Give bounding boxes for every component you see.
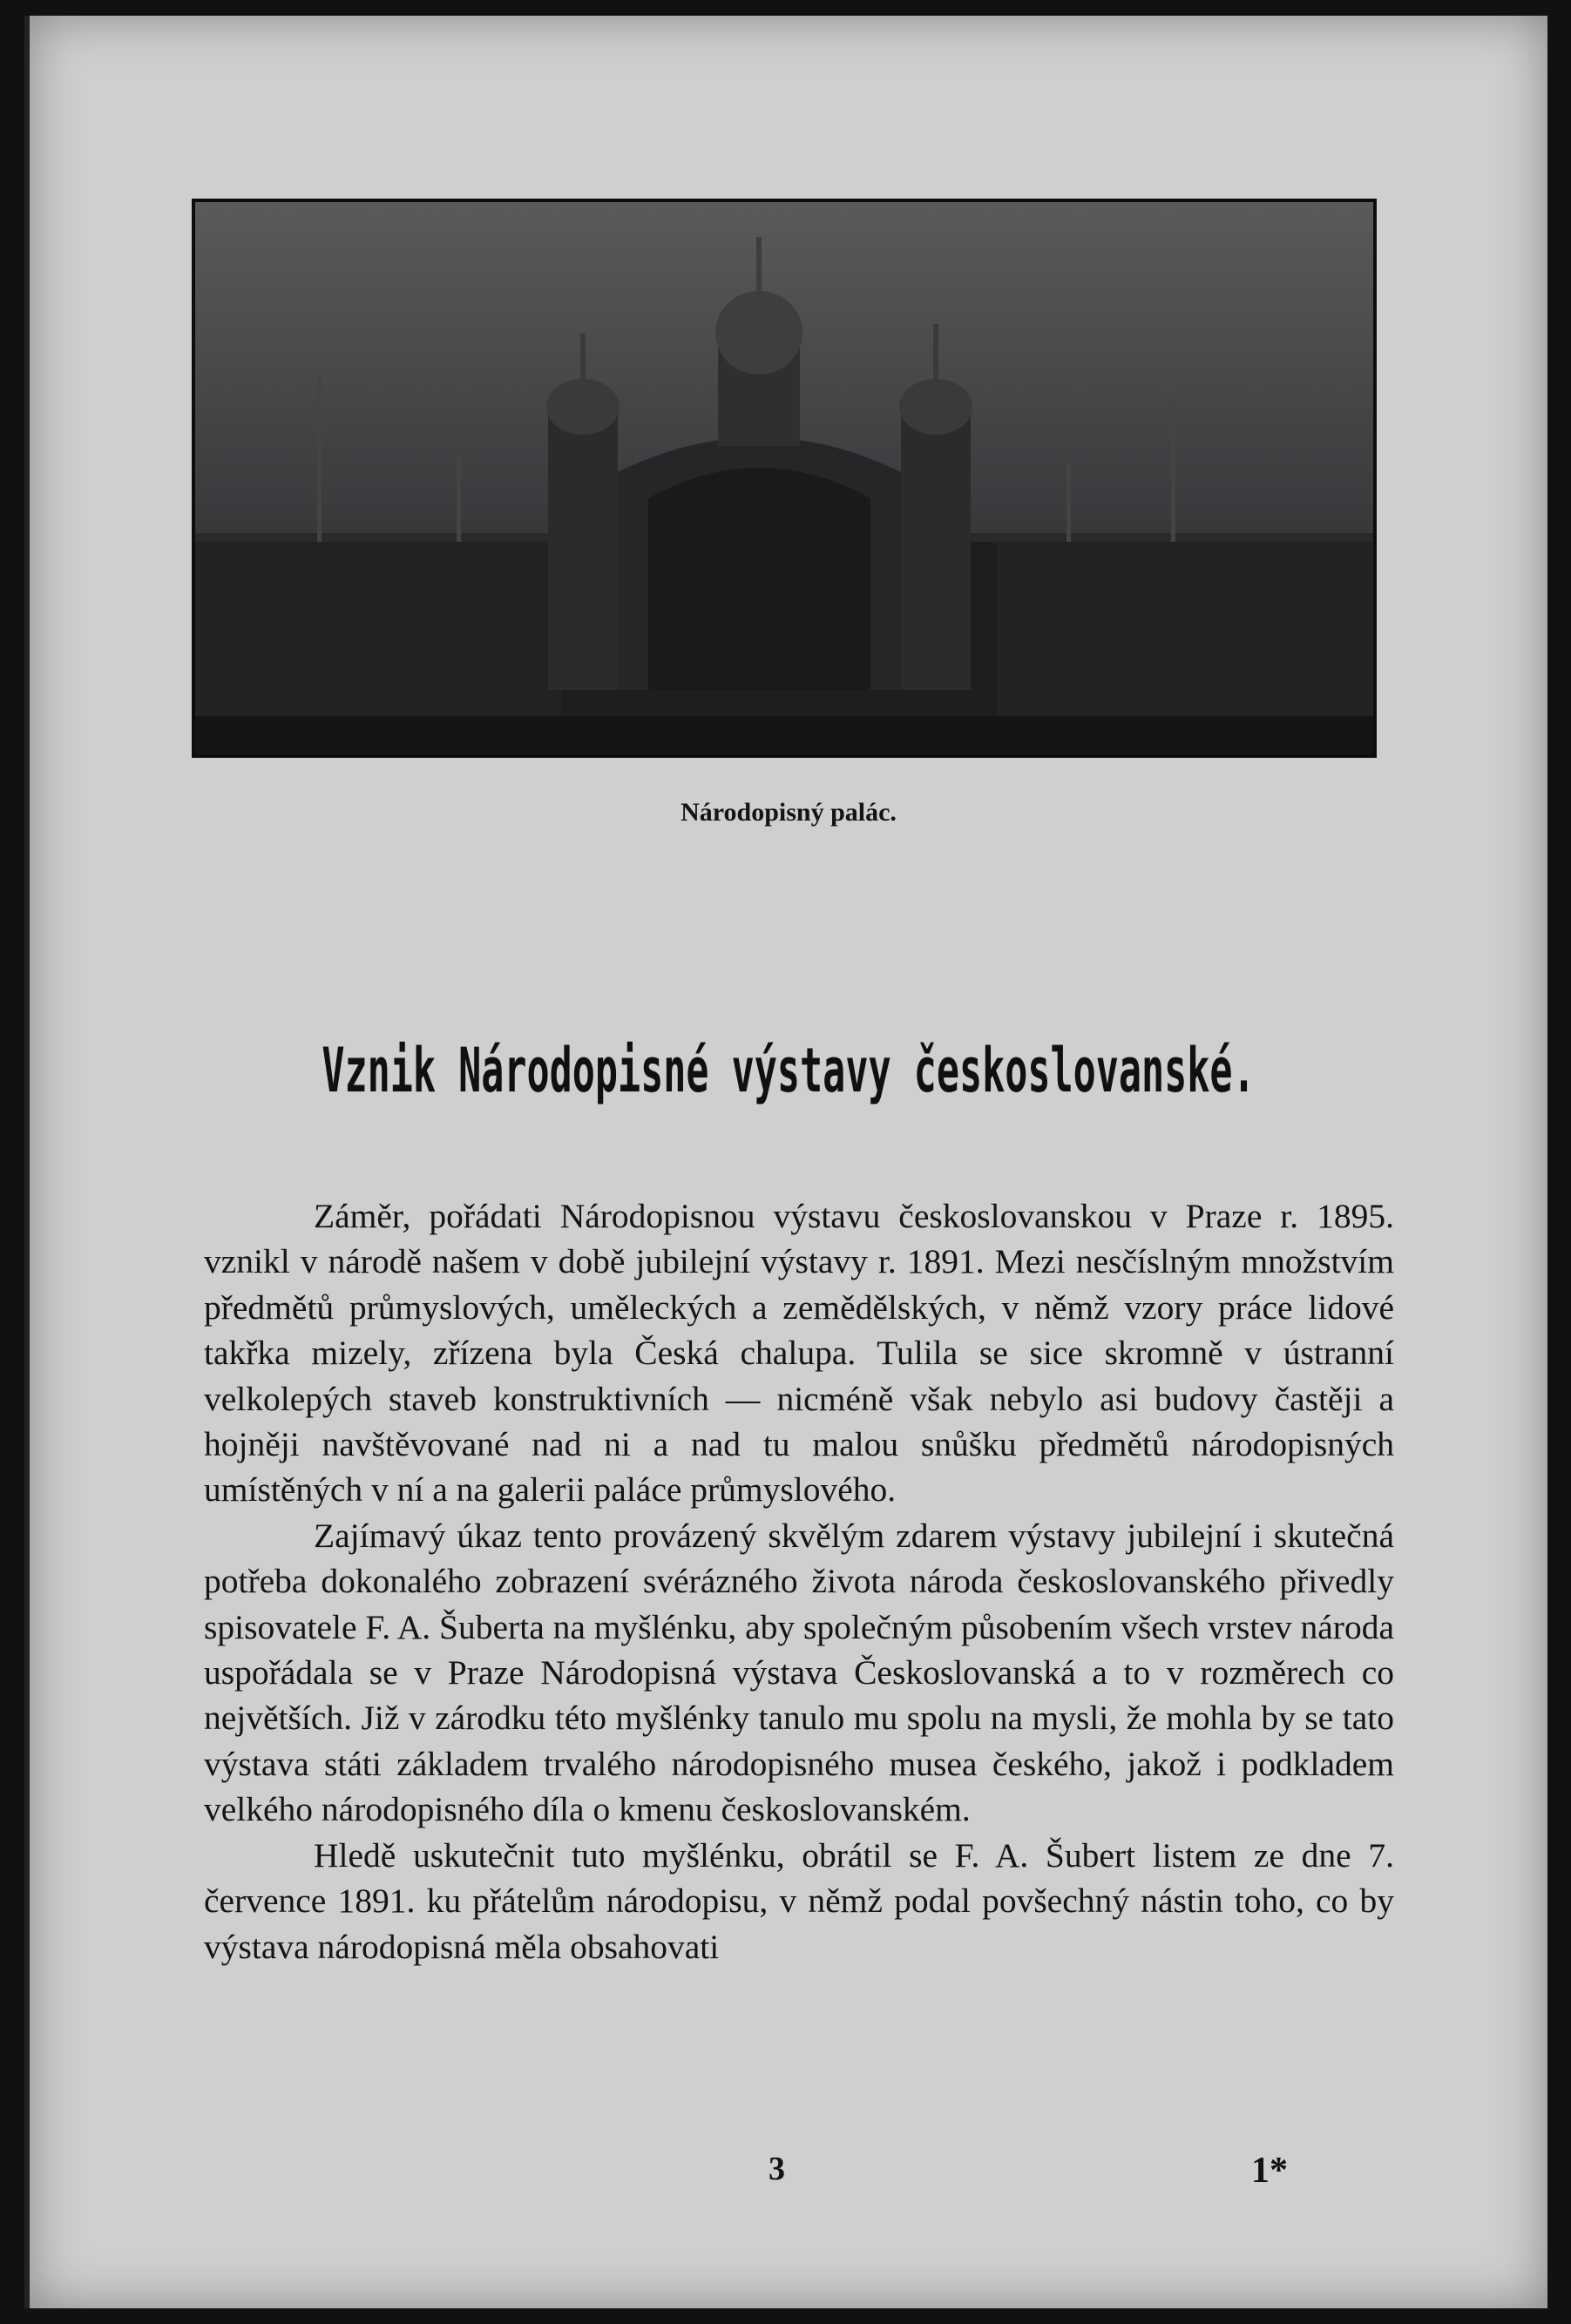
chapter-heading: Vznik Národopisné výstavy českoslovanské. <box>322 1035 1256 1106</box>
page-number: 3 <box>769 2151 785 2187</box>
paragraph-2: Zajímavý úkaz tento provázený skvělým zdarem výstavy jubilejní i skutečná potřeba dokonalého zobrazení svérázného života národa českoslovanského přivedly spisovatele F. A. Šuberta na myšlénku, aby společným působením všech vrstev národa uspořádala se v Praze Národopisná výstava Českoslovanská a to v rozměrech co největších. Již v zárodku této myšlénky tanulo mu spolu na mysli, že mohla by se tato výstava státi základem trvalého národopisného musea českého, jakož i podkladem velkého národopisného díla o kmenu českoslovanském. <box>204 1516 1394 1829</box>
paragraph-3: Hledě uskutečnit tuto myšlénku, obrátil se F. A. Šubert listem ze dne 7. července 1891. ku přátelům národopisu, v němž podal povšechný nástin toho, co by výstava národopisná měla obsahovati <box>204 1835 1394 1966</box>
signature-mark: 1* <box>1251 2151 1288 2191</box>
document-page <box>24 16 1547 2308</box>
palace-illustration <box>195 202 1373 754</box>
paragraph-1: Záměr, pořádati Národopisnou výstavu českoslovanskou v Praze r. 1895. vznikl v národě našem v době jubilejní výstavy r. 1891. Mezi nesčíslným množstvím předmětů průmyslových, uměleckých a zemědělských, v němž vzory práce lidové takřka mizely, zřízena byla Česká chalupa. Tulila se sice skromně v ústranní velkolepých staveb konstruktivních — nicméně však nebylo asi budovy častěji a hojněji navštěvované nad ni a nad tu malou snůšku předmětů národopisných umístěných v ní a na galerii paláce průmyslového. <box>204 1197 1394 1510</box>
photo-caption: Národopisný palác. <box>681 798 897 827</box>
palace-photo <box>192 199 1377 758</box>
body-text <box>204 1193 1394 1969</box>
